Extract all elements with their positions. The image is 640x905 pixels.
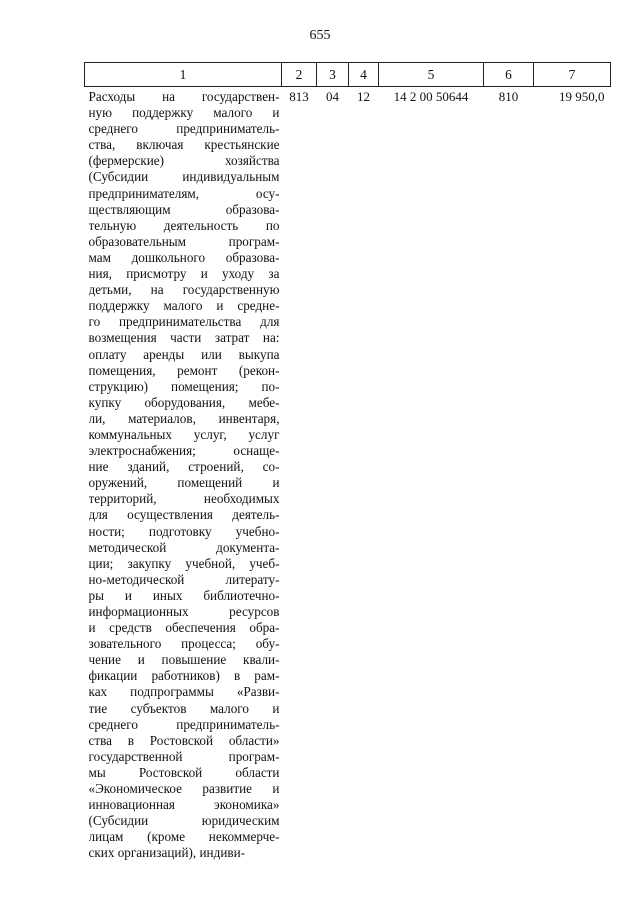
description-line: возмещения части затрат на: bbox=[88, 330, 280, 346]
col-header-7: 7 bbox=[534, 63, 611, 87]
description-line: предпринимателям, осу- bbox=[88, 185, 280, 201]
description-line: ли, материалов, инвентаря, bbox=[88, 410, 280, 426]
target-article-code: 14 2 00 50644 bbox=[393, 89, 469, 104]
description-line: «Экономическое развитие и bbox=[88, 781, 280, 797]
description-line: ществляющим образова- bbox=[88, 201, 280, 217]
description-line: ры и иных библиотечно- bbox=[88, 587, 280, 603]
description-line: тие субъектов малого и bbox=[88, 700, 280, 716]
description-line: ние зданий, строений, со- bbox=[88, 459, 280, 475]
description-line: ства, включая крестьянские bbox=[88, 137, 280, 153]
description-line: поддержку малого и средне- bbox=[88, 298, 280, 314]
description-line: государственной програм- bbox=[88, 748, 280, 764]
description-line: ции; закупку учебной, учеб- bbox=[88, 555, 280, 571]
description-line: среднего предприниматель- bbox=[88, 121, 280, 137]
description-line: информационных ресурсов bbox=[88, 604, 280, 619]
description-line: (Субсидии юридическим bbox=[88, 813, 280, 829]
col-header-6: 6 bbox=[484, 63, 534, 87]
description-line: и средств обеспечения обра- bbox=[88, 620, 280, 636]
description-line: купку оборудования, мебе- bbox=[88, 394, 280, 410]
description-line: но-методической литерату- bbox=[88, 571, 280, 587]
description-line: ских организаций), индиви- bbox=[88, 845, 246, 861]
description-line: лицам (кроме некоммерче- bbox=[88, 829, 280, 845]
amount-value: 19 950,0 bbox=[559, 89, 605, 104]
col-header-5: 5 bbox=[379, 63, 484, 87]
expense-type-code: 810 bbox=[498, 89, 519, 104]
page-number: 655 bbox=[309, 28, 331, 43]
subsection-code: 12 bbox=[357, 89, 370, 104]
description-line: оплату аренды или выкупа bbox=[88, 346, 280, 362]
description-line: ках подпрограммы «Разви- bbox=[88, 684, 280, 700]
description-line: ности; подготовку учебно- bbox=[88, 523, 280, 539]
ministry-code: 813 bbox=[289, 89, 309, 104]
description-line: (фермерские) хозяйства bbox=[88, 153, 280, 169]
description-line: мы Ростовской области bbox=[88, 764, 280, 780]
col-header-4: 4 bbox=[349, 63, 379, 87]
description-line: образовательным програм- bbox=[88, 233, 280, 249]
section-code: 04 bbox=[326, 89, 339, 104]
description-line: струкцию) помещения; по- bbox=[88, 378, 280, 394]
description-line: электроснабжения; оснаще- bbox=[88, 443, 280, 459]
description-line: (Субсидии индивидуальным bbox=[88, 169, 280, 185]
col-header-1: 1 bbox=[85, 63, 282, 87]
description-line: для осуществления деятель- bbox=[88, 507, 280, 523]
col-header-2: 2 bbox=[282, 63, 317, 87]
description-line: фикации работников) в рам- bbox=[88, 668, 280, 684]
description-line: среднего предприниматель- bbox=[88, 716, 280, 732]
description-line: го предпринимательства для bbox=[88, 314, 280, 330]
table-row bbox=[85, 87, 611, 862]
description-line: методической документа- bbox=[88, 539, 280, 555]
description-line: ства в Ростовской области» bbox=[88, 732, 280, 748]
description-line: ния, присмотру и уходу за bbox=[88, 266, 280, 282]
description-line: помещения, ремонт (рекон- bbox=[88, 362, 280, 378]
description-line: территорий, необходимых bbox=[88, 491, 280, 507]
budget-table bbox=[84, 62, 611, 862]
description-line: мам дошкольного образова- bbox=[88, 249, 280, 265]
expense-description bbox=[85, 87, 282, 862]
description-line: чение и повышение квали- bbox=[88, 652, 280, 668]
description-line: Расходы на государствен- bbox=[88, 89, 280, 104]
description-line: инновационная экономика» bbox=[88, 797, 280, 813]
description-line: коммунальных услуг, услуг bbox=[88, 426, 280, 442]
description-line: зовательного процесса; обу- bbox=[88, 636, 280, 652]
header-row bbox=[85, 63, 611, 87]
col-header-3: 3 bbox=[317, 63, 349, 87]
description-line: тельную деятельность по bbox=[88, 217, 280, 233]
description-line: ную поддержку малого и bbox=[88, 105, 280, 121]
description-line: детьми, на государственную bbox=[88, 282, 280, 298]
description-line: оружений, помещений и bbox=[88, 475, 280, 491]
